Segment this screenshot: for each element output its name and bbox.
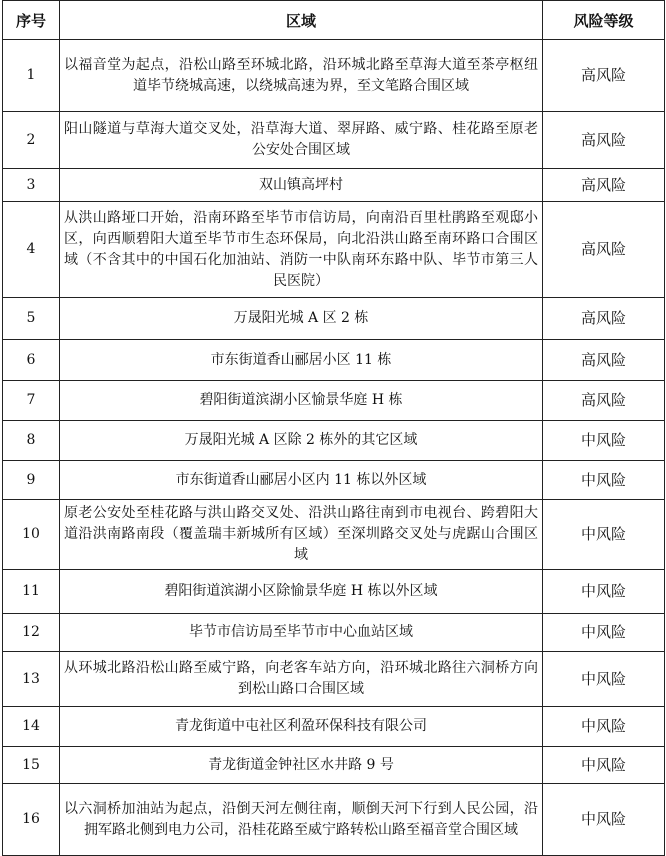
- row-risk-level: 高风险: [543, 298, 665, 340]
- row-risk-level: 高风险: [543, 202, 665, 298]
- risk-area-table: [2, 0, 665, 856]
- table-row: [3, 461, 665, 500]
- row-number: 9: [3, 461, 60, 500]
- row-risk-level: 中风险: [543, 747, 665, 784]
- row-number: 11: [3, 570, 60, 614]
- row-risk-level: 中风险: [543, 614, 665, 652]
- row-number: 8: [3, 421, 60, 461]
- header-level: 风险等级: [543, 1, 665, 40]
- row-area: 碧阳街道滨湖小区愉景华庭 H 栋: [60, 381, 543, 421]
- row-risk-level: 中风险: [543, 500, 665, 570]
- table-row: [3, 169, 665, 202]
- table-header-row: [3, 1, 665, 40]
- row-number: 10: [3, 500, 60, 570]
- row-risk-level: 高风险: [543, 112, 665, 169]
- table-row: [3, 421, 665, 461]
- row-area: 从环城北路沿松山路至威宁路，向老客车站方向，沿环城北路往六洞桥方向到松山路口合围区域: [60, 652, 543, 707]
- row-area: 以福音堂为起点，沿松山路至环城北路，沿环城北路至草海大道至茶亭枢纽道毕节绕城高速，以绕城高速为界，至文笔路合围区域: [60, 40, 543, 112]
- row-number: 12: [3, 614, 60, 652]
- table-row: [3, 340, 665, 381]
- row-risk-level: 中风险: [543, 570, 665, 614]
- row-risk-level: 高风险: [543, 381, 665, 421]
- table-row: [3, 500, 665, 570]
- row-area: 青龙街道金钟社区水井路 9 号: [60, 747, 543, 784]
- row-number: 13: [3, 652, 60, 707]
- row-number: 7: [3, 381, 60, 421]
- table-row: [3, 298, 665, 340]
- row-area: 碧阳街道滨湖小区除愉景华庭 H 栋以外区域: [60, 570, 543, 614]
- table-row: [3, 381, 665, 421]
- row-risk-level: 中风险: [543, 652, 665, 707]
- table-row: [3, 40, 665, 112]
- row-area: 青龙街道中屯社区利盈环保科技有限公司: [60, 707, 543, 747]
- row-number: 2: [3, 112, 60, 169]
- table-row: [3, 652, 665, 707]
- row-area: 市东街道香山郦居小区内 11 栋以外区域: [60, 461, 543, 500]
- row-risk-level: 中风险: [543, 461, 665, 500]
- row-risk-level: 中风险: [543, 421, 665, 461]
- row-number: 14: [3, 707, 60, 747]
- row-area: 从洪山路垭口开始，沿南环路至毕节市信访局，向南沿百里杜鹃路至观邸小区，向西顺碧阳大道至毕节市生态环保局，向北沿洪山路至南环路口合围区域（不含其中的中国石化加油站、消防一中队南环东路中队、毕节市第三人民医院）: [60, 202, 543, 298]
- table-row: [3, 112, 665, 169]
- row-area: 市东街道香山郦居小区 11 栋: [60, 340, 543, 381]
- row-number: 1: [3, 40, 60, 112]
- row-number: 6: [3, 340, 60, 381]
- row-number: 15: [3, 747, 60, 784]
- table-row: [3, 784, 665, 856]
- table-row: [3, 707, 665, 747]
- row-risk-level: 高风险: [543, 40, 665, 112]
- row-area: 原老公安处至桂花路与洪山路交叉处、沿洪山路往南到市电视台、跨碧阳大道沿洪南路南段（覆盖瑞丰新城所有区域）至深圳路交叉处与虎踞山合围区域: [60, 500, 543, 570]
- row-area: 阳山隧道与草海大道交叉处，沿草海大道、翠屏路、威宁路、桂花路至原老公安处合围区域: [60, 112, 543, 169]
- row-number: 16: [3, 784, 60, 856]
- row-risk-level: 中风险: [543, 707, 665, 747]
- table-row: [3, 570, 665, 614]
- table-row: [3, 202, 665, 298]
- row-risk-level: 高风险: [543, 169, 665, 202]
- row-number: 3: [3, 169, 60, 202]
- row-risk-level: 高风险: [543, 340, 665, 381]
- table-row: [3, 614, 665, 652]
- row-area: 以六洞桥加油站为起点，沿倒天河左侧往南，顺倒天河下行到人民公园，沿拥军路北侧到电力公司，沿桂花路至威宁路转松山路至福音堂合围区域: [60, 784, 543, 856]
- row-number: 4: [3, 202, 60, 298]
- table-row: [3, 747, 665, 784]
- row-number: 5: [3, 298, 60, 340]
- header-no: 序号: [3, 1, 60, 40]
- row-area: 万晟阳光城 A 区 2 栋: [60, 298, 543, 340]
- row-area: 万晟阳光城 A 区除 2 栋外的其它区域: [60, 421, 543, 461]
- row-area: 双山镇高坪村: [60, 169, 543, 202]
- row-risk-level: 中风险: [543, 784, 665, 856]
- header-area: 区域: [60, 1, 543, 40]
- row-area: 毕节市信访局至毕节市中心血站区域: [60, 614, 543, 652]
